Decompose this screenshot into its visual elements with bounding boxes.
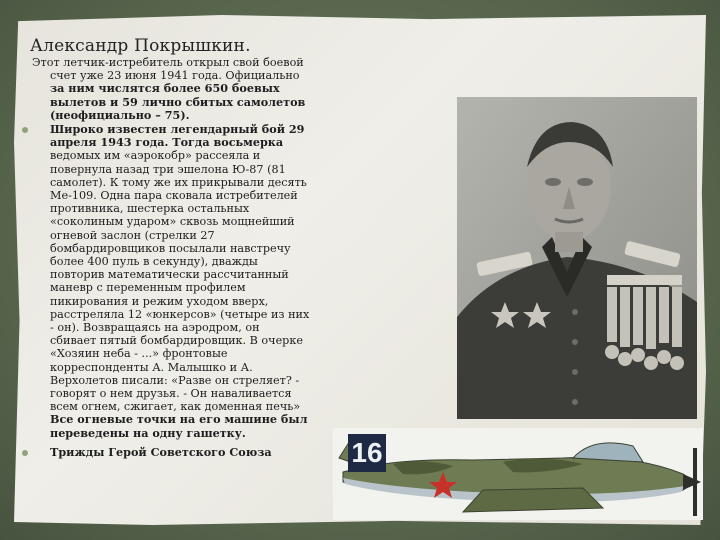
paragraph-legendary-battle <box>32 123 352 440</box>
paragraph-line: «Хозяин неба - ...» фронтовые <box>50 347 228 361</box>
plane-number: 16 <box>351 437 383 468</box>
paragraph-line: Трижды Герой Советского Союза <box>50 444 272 459</box>
paragraph-line: самолет). К тому же их прикрывали десять <box>50 175 307 189</box>
paragraph-line: Верхолетов писали: «Разве он стреляет? - <box>50 373 300 387</box>
paragraph-line: повернула назад три эшелона Ю-87 (81 <box>50 162 286 176</box>
paragraph-line: ведомых им «аэрокобр» рассеяла и <box>50 149 261 163</box>
paragraph-line: сбивает пятый бомбардировщик. В очерке <box>50 334 303 348</box>
paragraph-line: бомбардировщиков посылали навстречу <box>50 241 291 255</box>
paragraph-line: Ме-109. Одна пара сковала истребителей <box>50 189 298 203</box>
paragraph-line: всем огнем, сжигает, как доменная печь» <box>50 400 301 414</box>
paragraph-first-victory <box>32 56 352 122</box>
paragraph-line: более 400 пуль в секунду), дважды <box>50 255 258 269</box>
bullet-icon <box>22 127 28 133</box>
paragraph-line: расстреляла 12 «юнкерсов» (четыре из них <box>50 307 310 321</box>
paragraph-line: противника, шестерка остальных <box>50 202 250 216</box>
paragraph-line: вылетов и 59 лично сбитых самолетов <box>50 94 306 109</box>
aircraft-illustration <box>333 428 703 520</box>
text-body <box>32 56 352 459</box>
paragraph-line: Широко известен легендарный бой 29 <box>50 122 305 137</box>
paragraph-hero-title <box>32 446 352 459</box>
paragraph-line: апреля 1943 года. Тогда восьмерка <box>50 135 284 150</box>
paragraph-line: (неофициально – 75). <box>50 107 190 122</box>
slide-title: Александр Покрышкин. <box>30 36 251 56</box>
paragraph-line: пикирования и режим уходом вверх, <box>50 294 269 308</box>
paragraph-line: маневр с переменным профилем <box>50 281 246 295</box>
airacobra-drawing <box>333 428 703 520</box>
paragraph-line: говорят о нем друзья. - Он наваливается <box>50 387 292 401</box>
portrait-illustration <box>457 97 697 419</box>
paragraph-line: счет уже 23 июня 1941 года. Официально <box>50 69 300 83</box>
bullet-icon <box>22 450 28 456</box>
paragraph-line: корреспонденты А. Малышко и А. <box>50 360 253 374</box>
portrait-photo <box>457 97 697 419</box>
paragraph-line: переведены на одну гашетку. <box>50 425 246 440</box>
paragraph-line: Все огневые точки на его машине был <box>50 412 308 427</box>
paragraph-line: за ним числятся более 650 боевых <box>50 81 280 96</box>
paragraph-line: повторив математически рассчитанный <box>50 268 289 282</box>
paragraph-line: - он). Возвращаясь на аэродром, он <box>50 321 260 335</box>
paragraph-line: огневой заслон (стрелки 27 <box>50 228 215 242</box>
paragraph-line: Этот летчик-истребитель открыл свой боевой <box>32 56 304 69</box>
paragraph-line: «соколиным ударом» сквозь мощнейший <box>50 215 295 229</box>
